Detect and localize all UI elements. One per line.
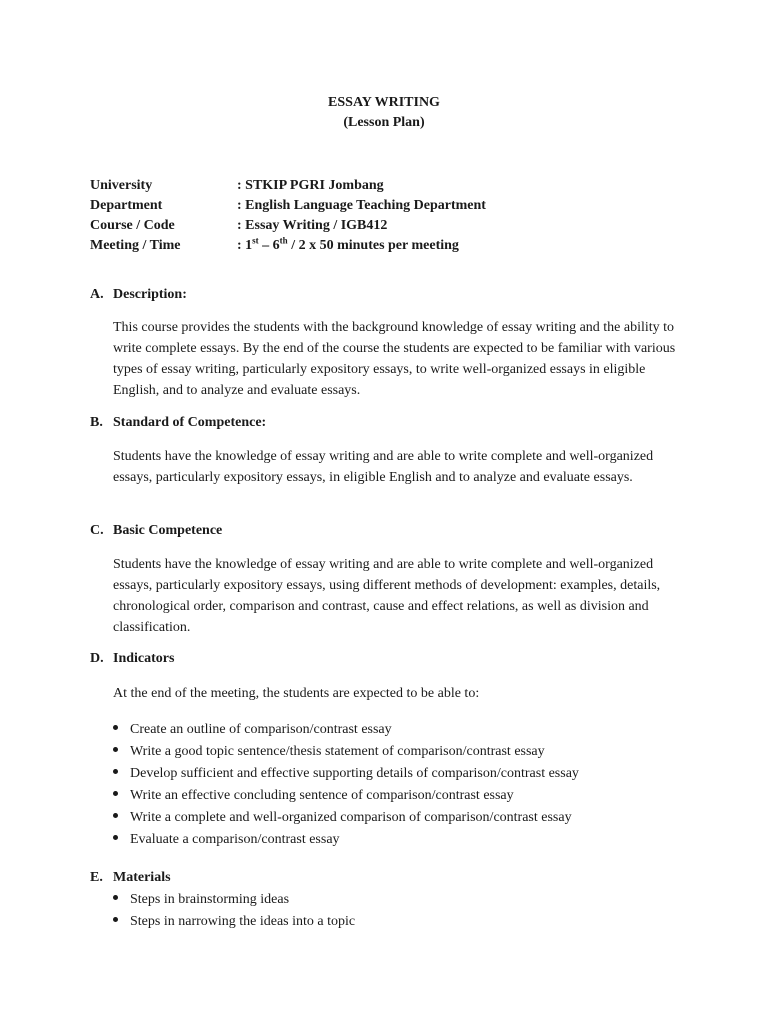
section-indicators [90, 649, 690, 851]
list-item [113, 719, 690, 741]
section-description [90, 285, 690, 401]
info-value: : STKIP PGRI Jombang [237, 178, 384, 193]
title-block [0, 93, 768, 133]
list-item-text: Evaluate a comparison/contrast essay [130, 832, 340, 847]
info-label: Meeting / Time [90, 238, 181, 253]
bullet-icon [113, 785, 130, 807]
list-item-text: Write a good topic sentence/thesis statement of comparison/contrast essay [130, 744, 545, 759]
list-item [113, 763, 690, 785]
info-row-university [90, 176, 486, 196]
section-title: Indicators [113, 651, 175, 666]
section-heading [90, 649, 690, 669]
section-paragraph: Students have the knowledge of essay writing and are able to write complete and well-organized essays, particularly expository essays, in eligible English and to analyze and evaluate essays. [113, 449, 654, 485]
section-heading [90, 521, 690, 541]
info-row-course-code [90, 216, 486, 236]
bullet-icon [113, 889, 130, 911]
info-value: : English Language Teaching Department [237, 198, 486, 213]
section-letter: C. [90, 523, 104, 538]
section-paragraph: At the end of the meeting, the students are expected to be able to: [113, 686, 480, 701]
section-paragraph: This course provides the students with the background knowledge of essay writing and the ability to write complete essays. By the end of the course the students are expected to be familiar with various types of essay writing, particularly expository essays, to write well-organized essays in eligible English, and to analyze and evaluate essays. [113, 320, 676, 398]
section-title: Standard of Competence: [113, 415, 267, 430]
list-item [113, 807, 690, 829]
list-item [113, 829, 690, 851]
section-title: Basic Competence [113, 523, 223, 538]
section-title: Materials [113, 870, 171, 885]
section-letter: E. [90, 870, 103, 885]
section-heading [90, 413, 690, 433]
section-heading [90, 285, 690, 305]
ordinal-suffix: th [279, 235, 288, 246]
info-row-meeting-time [90, 236, 486, 256]
course-info [90, 176, 486, 256]
list-item-text: Write a complete and well-organized comparison of comparison/contrast essay [130, 810, 572, 825]
info-label: Course / Code [90, 218, 175, 233]
section-standard-of-competence [90, 413, 690, 488]
section-paragraph: Students have the knowledge of essay writing and are able to write complete and well-organized essays, particularly expository essays, using different methods of development: examples, details, chronological order, comparison and contrast, cause and effect relations, as well as division and classification. [113, 557, 661, 635]
meeting-end: – 6 [258, 238, 280, 253]
bullet-icon [113, 829, 130, 851]
info-label: University [90, 178, 153, 193]
list-item-text: Write an effective concluding sentence of comparison/contrast essay [130, 788, 514, 803]
section-title: Description: [113, 287, 187, 302]
bullet-icon [113, 719, 130, 741]
section-letter: D. [90, 651, 104, 666]
list-item-text: Create an outline of comparison/contrast essay [130, 722, 392, 737]
list-item [113, 741, 690, 763]
ordinal-suffix: st [252, 235, 259, 246]
info-label: Department [90, 198, 163, 213]
list-item-text: Steps in narrowing the ideas into a topic [130, 914, 356, 929]
list-item-text: Develop sufficient and effective supporting details of comparison/contrast essay [130, 766, 579, 781]
section-heading [90, 868, 690, 888]
meeting-start: : 1 [237, 238, 253, 253]
list-item [113, 889, 690, 911]
info-row-department [90, 196, 486, 216]
document-title: ESSAY WRITING [328, 95, 440, 110]
bullet-icon [113, 741, 130, 763]
section-basic-competence [90, 521, 690, 638]
document-subtitle: (Lesson Plan) [343, 115, 425, 130]
meeting-duration: / 2 x 50 minutes per meeting [287, 238, 459, 253]
bullet-icon [113, 911, 130, 933]
list-item [113, 911, 690, 933]
bullet-icon [113, 807, 130, 829]
info-value [237, 236, 459, 256]
info-value: : Essay Writing / IGB412 [237, 218, 388, 233]
indicator-list [113, 719, 690, 851]
section-materials [90, 868, 690, 933]
section-letter: B. [90, 415, 103, 430]
materials-list [113, 889, 690, 933]
section-letter: A. [90, 287, 104, 302]
bullet-icon [113, 763, 130, 785]
list-item [113, 785, 690, 807]
list-item-text: Steps in brainstorming ideas [130, 892, 290, 907]
